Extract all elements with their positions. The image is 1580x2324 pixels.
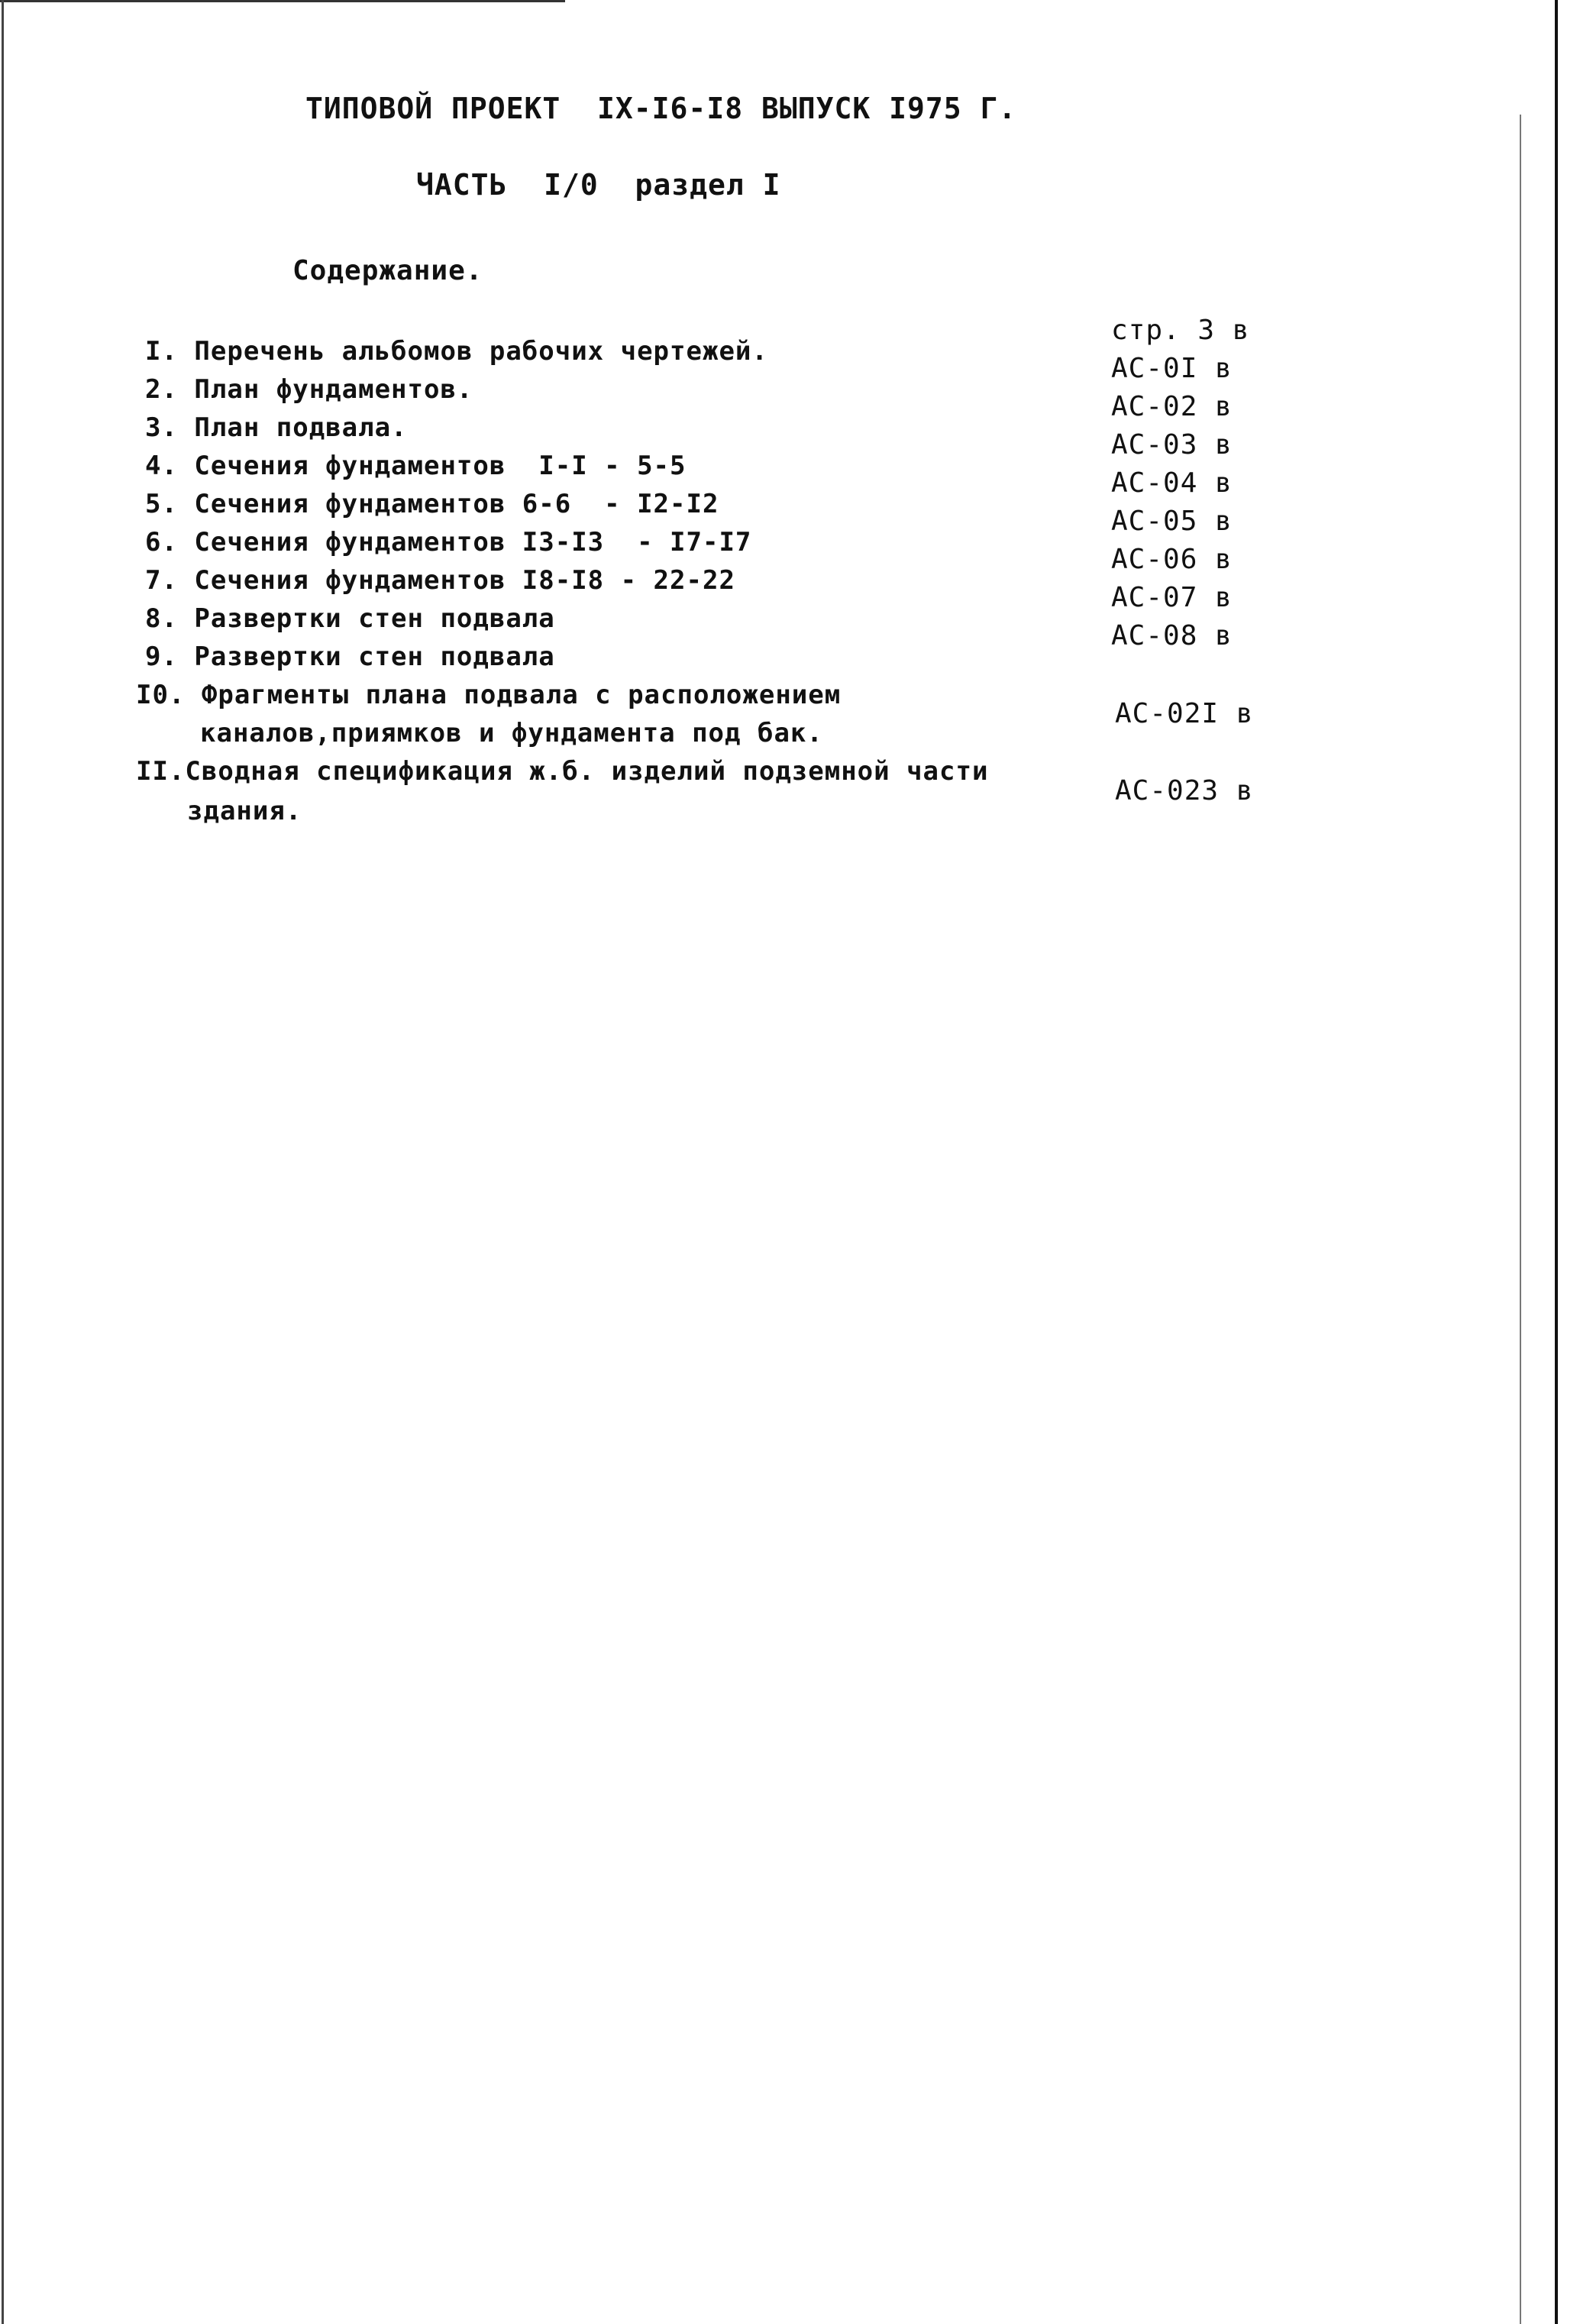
part-section-label: ЧАСТЬ I/0 раздел I bbox=[416, 168, 781, 202]
contents-item-7: 7. Сечения фундаментов I8-I8 - 22-22 bbox=[145, 565, 735, 596]
scan-edge-top bbox=[0, 0, 565, 2]
contents-item-8: 8. Развертки стен подвала bbox=[145, 603, 555, 634]
contents-ref-11: АС-023 в bbox=[1115, 775, 1254, 806]
contents-ref-7: АС-06 в bbox=[1111, 544, 1233, 575]
document-title: ТИПОВОЙ ПРОЕКТ IX-I6-I8 ВЫПУСК I975 Г. bbox=[305, 92, 1017, 125]
contents-ref-2: АС-0I в bbox=[1111, 353, 1233, 384]
scan-edge-right bbox=[1555, 0, 1558, 2324]
contents-item-6: 6. Сечения фундаментов I3-I3 - I7-I7 bbox=[145, 527, 752, 558]
contents-item-10: I0. Фрагменты плана подвала с расположением bbox=[136, 680, 842, 710]
contents-ref-5: АС-04 в bbox=[1111, 467, 1233, 499]
contents-ref-10: АС-02I в bbox=[1115, 698, 1254, 729]
contents-item-1: I. Перечень альбомов рабочих чертежей. bbox=[145, 336, 768, 367]
contents-ref-9: АС-08 в bbox=[1111, 620, 1233, 651]
contents-item-2: 2. План фундаментов. bbox=[145, 374, 473, 405]
contents-item-11: II.Сводная спецификация ж.б. изделий подземной части bbox=[136, 756, 989, 787]
scan-edge-left bbox=[2, 0, 4, 2324]
contents-ref-3: АС-02 в bbox=[1111, 391, 1233, 422]
contents-ref-4: АС-03 в bbox=[1111, 429, 1233, 461]
scan-edge-right-inner bbox=[1520, 115, 1521, 2324]
contents-item-11-cont: здания. bbox=[187, 796, 302, 826]
contents-heading: Содержание. bbox=[292, 255, 483, 286]
contents-item-3: 3. План подвала. bbox=[145, 412, 408, 443]
contents-ref-8: АС-07 в bbox=[1111, 582, 1233, 613]
contents-item-10-cont: каналов,приямков и фундамента под бак. bbox=[200, 718, 823, 748]
contents-ref-6: АС-05 в bbox=[1111, 506, 1233, 537]
contents-item-9: 9. Развертки стен подвала bbox=[145, 642, 555, 672]
contents-item-4: 4. Сечения фундаментов I-I - 5-5 bbox=[145, 451, 687, 481]
contents-ref-1: стр. 3 в bbox=[1111, 315, 1250, 346]
contents-item-5: 5. Сечения фундаментов 6-6 - I2-I2 bbox=[145, 489, 719, 519]
